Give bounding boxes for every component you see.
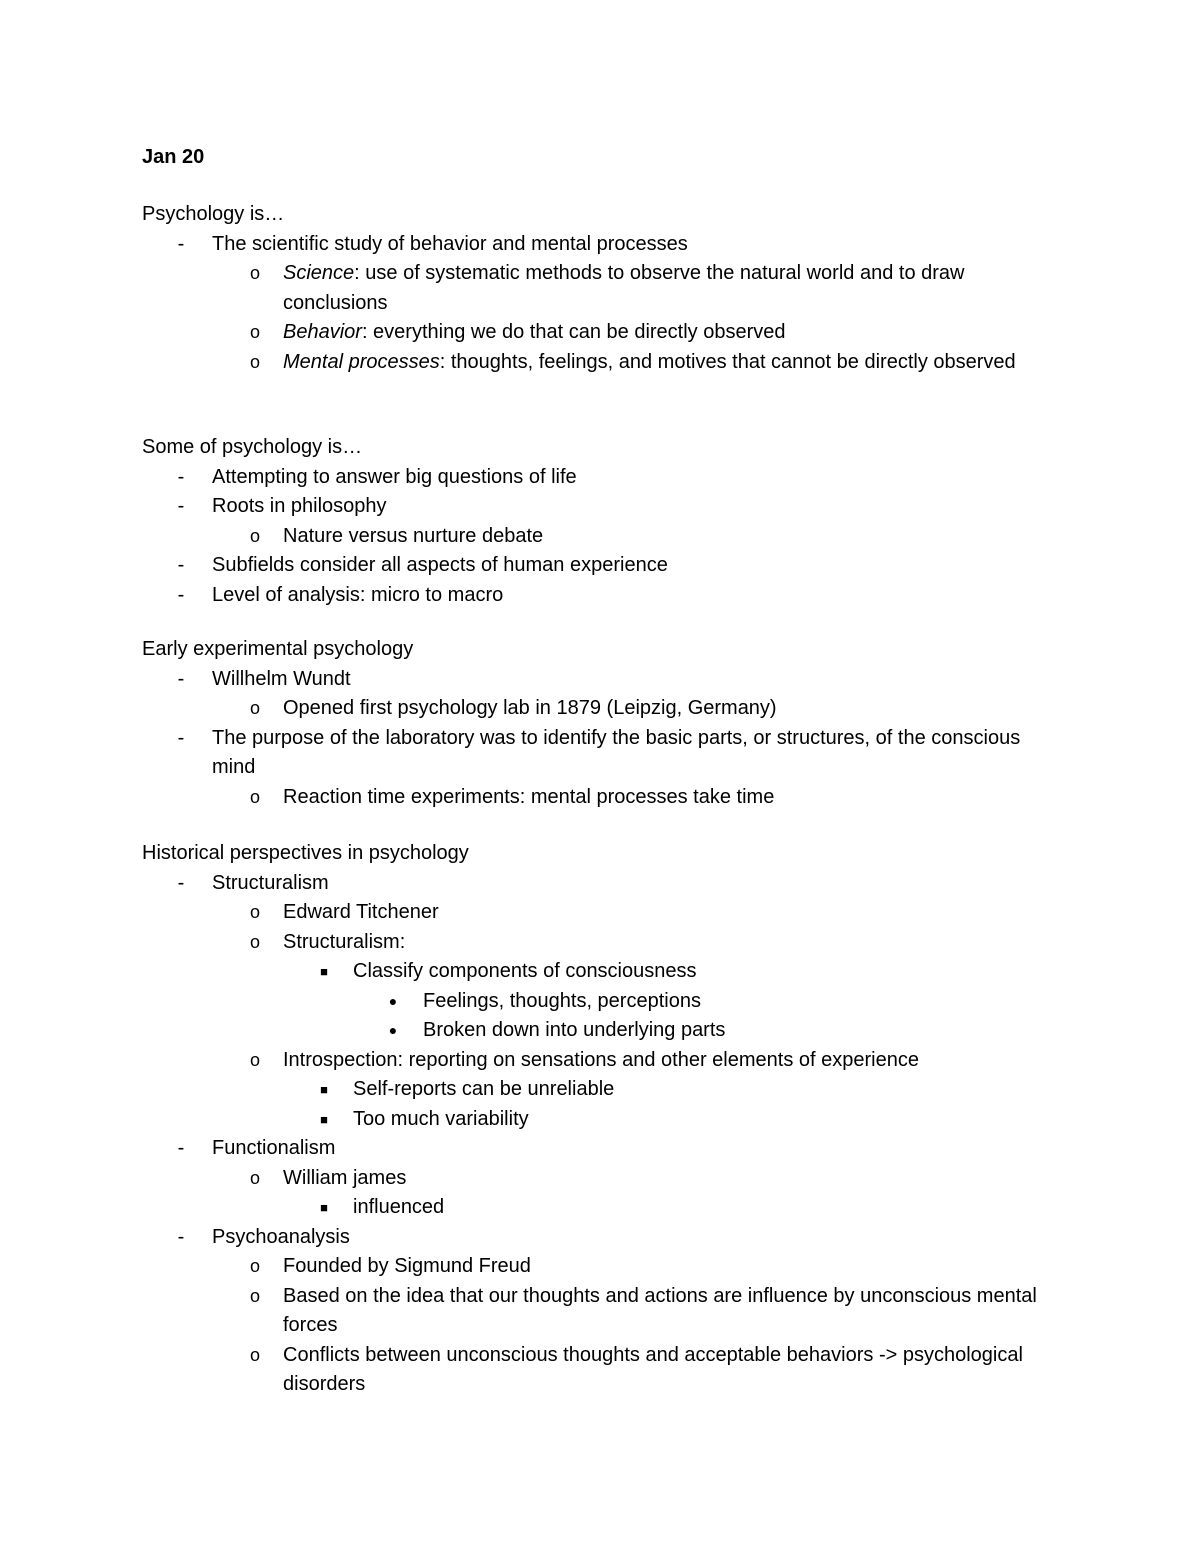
list-item [142,1252,1042,1282]
item-text: Classify components of consciousness [353,960,697,982]
list-item [142,230,1042,260]
section-psychology-is [142,200,1042,377]
section-heading: Psychology is… [142,203,285,225]
list-item [142,1282,1042,1341]
item-text: Too much variability [353,1107,529,1130]
section-historical-perspectives [142,839,1042,1400]
list-item [142,928,1042,958]
item-text: Broken down into underlying parts [423,1019,726,1041]
list-item [142,259,1042,318]
item-text: Roots in philosophy [212,495,387,517]
item-text: Attempting to answer big questions of life [212,465,577,488]
list-item [142,987,1042,1017]
list-item [142,1223,1042,1253]
bullet-marker: o [249,902,260,922]
list-item [142,348,1042,378]
bullet-marker: o [249,263,260,283]
list-item [142,551,1042,581]
term-label: Behavior [283,321,362,343]
term-label: Mental processes [283,350,440,373]
item-text: Subfields consider all aspects of human experience [212,554,668,576]
item-text: Feelings, thoughts, perceptions [423,989,701,1012]
bullet-marker: ■ [320,964,328,979]
bullet-marker: o [249,1256,260,1276]
bullet-marker: o [249,1167,260,1188]
bullet-marker: o [249,322,260,342]
item-text: Psychoanalysis [212,1225,350,1248]
bullet-marker: ■ [320,1111,328,1127]
bullet-marker: - [177,495,185,517]
item-text: Nature versus nurture debate [283,524,544,547]
bullet-marker: - [177,726,185,749]
list-item [142,694,1042,724]
item-text: Reaction time experiments: mental processes take time [283,785,775,808]
bullet-marker: o [249,1049,260,1070]
item-text: William james [283,1166,407,1189]
item-text: The scientific study of behavior and mental processes [212,232,688,255]
list-item [142,957,1042,987]
section-early-experimental [142,635,1042,812]
item-text: Willhelm Wundt [212,667,351,690]
bullet-marker: - [177,554,185,576]
list-item [142,869,1042,899]
list-item [142,1105,1042,1135]
bullet-marker: - [177,667,185,690]
list-item [142,898,1042,928]
bullet-marker: - [177,465,185,488]
item-text: Self-reports can be unreliable [353,1078,615,1100]
bullet-marker: o [249,698,260,718]
item-text: Founded by Sigmund Freud [283,1255,531,1277]
item-text: : use of systematic methods to observe the natural world and to draw conclusions [283,262,965,314]
item-text: The purpose of the laboratory was to identify the basic parts, or structures, of the conscious mind [212,726,1021,778]
list-item [142,492,1042,522]
item-text: Structuralism: [283,930,406,953]
list-item [142,463,1042,493]
item-text: Structuralism [212,871,329,894]
item-text: Introspection: reporting on sensations and other elements of experience [283,1048,919,1071]
item-text: influenced [353,1196,445,1218]
item-text: Opened first psychology lab in 1879 (Leipzig, Germany) [283,697,777,719]
bullet-marker: ■ [320,1200,328,1215]
list-item [142,1016,1042,1046]
bullet-marker: - [177,1225,185,1248]
section-heading: Historical perspectives in psychology [142,842,469,864]
list-item [142,522,1042,552]
item-text: : thoughts, feelings, and motives that cannot be directly observed [439,350,1016,373]
item-text: Level of analysis: micro to macro [212,583,504,606]
list-item [142,1164,1042,1194]
bullet-marker: o [249,351,260,372]
list-item [142,318,1042,348]
bullet-marker: - [177,1137,185,1159]
bullet-marker: o [249,525,260,546]
bullet-marker: ● [388,992,398,1009]
section-heading: Early experimental psychology [142,638,414,660]
bullet-marker: - [177,583,185,606]
list-item [142,1134,1042,1164]
list-item [142,1341,1042,1400]
bullet-marker: o [249,786,260,807]
list-item [142,783,1042,813]
list-item [142,1193,1042,1223]
bullet-marker: ■ [320,1082,328,1097]
item-text: Conflicts between unconscious thoughts and acceptable behaviors -> psychological disorders [283,1343,1023,1395]
list-item [142,1046,1042,1076]
list-item [142,665,1042,695]
section-some-of-psychology [142,433,1042,610]
bullet-marker: - [177,871,185,894]
bullet-marker: ● [388,1022,398,1038]
item-text: Based on the idea that our thoughts and actions are influence by unconscious mental forces [283,1284,1037,1336]
bullet-marker: o [249,1344,260,1365]
term-label: Science [283,262,355,284]
section-heading: Some of psychology is… [142,436,363,458]
bullet-marker: o [249,1285,260,1306]
bullet-marker: o [249,931,260,952]
list-item [142,581,1042,611]
bullet-marker: - [177,232,185,255]
item-text: Edward Titchener [283,901,439,923]
list-item [142,1075,1042,1105]
list-item [142,724,1042,783]
note-date: Jan 20 [142,146,205,168]
item-text: : everything we do that can be directly observed [361,321,786,343]
item-text: Functionalism [212,1137,336,1159]
